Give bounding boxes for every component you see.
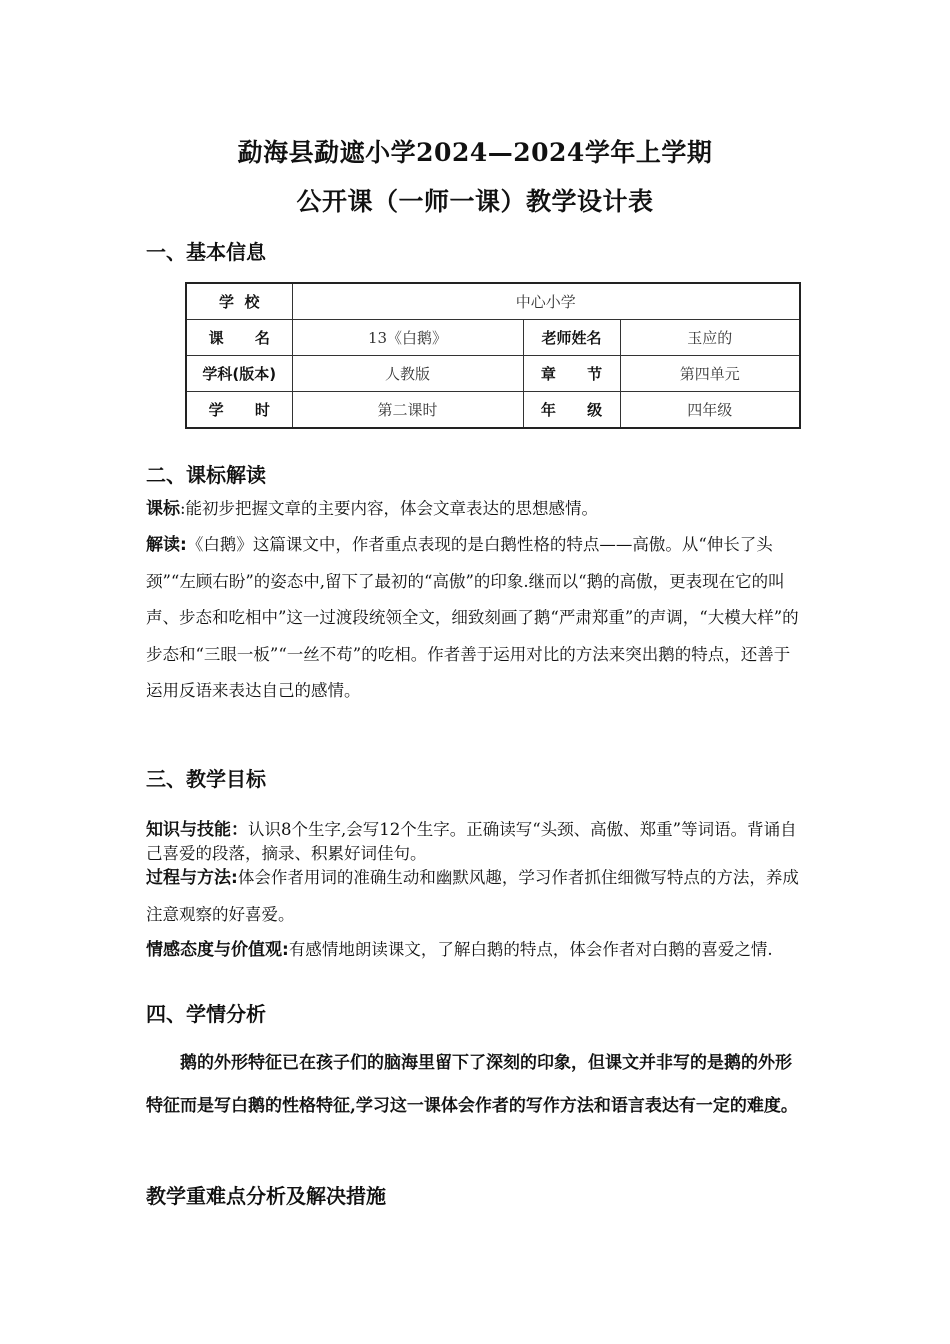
table-row: [186, 391, 800, 428]
section-heading-key-points: 教学重难点分析及解决措施: [146, 1184, 386, 1208]
goal-knowledge-text: 认识8个生字,会写12个生字。正确读写“头颈、高傲、郑重”等词语。背诵自己喜爱的段落，摘录、积累好词佳句。: [146, 820, 797, 863]
goal-knowledge-paragraph: [146, 818, 806, 865]
reading-text: 《白鹅》这篇课文中，作者重点表现的是白鹅性格的特点——高傲。从“伸长了头颈”“左顾右盼”的姿态中,留下了最初的“高傲”的印象.继而以“鹅的高傲，更表现在它的叫声、步态和吃相中”这一过渡段统领全文，细致刻画了鹅“严肃郑重”的声调，“大模大样”的步态和“三眼一板”“一丝不苟”的吃相。作者善于运用对比的方法来突出鹅的特点，还善于运用反语来表达自己的感情。: [146, 535, 799, 700]
section-heading-basic-info: 一、基本信息: [146, 240, 266, 264]
goal-emotion-paragraph: [146, 938, 806, 962]
lesson-label: 课 名: [186, 320, 292, 356]
section-heading-standard: 二、课标解读: [146, 463, 266, 487]
goal-process-paragraph: [146, 860, 806, 933]
school-label: 学 校: [186, 283, 292, 320]
basic-info-table: [185, 282, 801, 429]
document-title-line2: 公开课（一师一课）教学设计表: [296, 187, 654, 216]
table-row: [186, 283, 800, 320]
chapter-label: 章 节: [523, 355, 620, 391]
standard-paragraph: [146, 491, 806, 528]
teacher-value: 玉应的: [620, 320, 800, 356]
analysis-paragraph: 鹅的外形特征已在孩子们的脑海里留下了深刻的印象，但课文并非写的是鹅的外形特征而是写白鹅的性格特征,学习这一课体会作者的写作方法和语言表达有一定的难度。: [146, 1053, 798, 1116]
goal-process-text: 体会作者用词的准确生动和幽默风趣，学习作者抓住细微写特点的方法，养成注意观察的好喜爱。: [146, 868, 799, 924]
standard-label: 课标: [146, 499, 180, 519]
teacher-label: 老师姓名: [523, 320, 620, 356]
period-value: 第二课时: [292, 391, 523, 428]
period-label: 学 时: [186, 391, 292, 428]
reading-label: 解读:: [146, 535, 187, 555]
standard-text: :能初步把握文章的主要内容，体会文章表达的思想感情。: [180, 499, 599, 518]
goal-emotion-text: 有感情地朗读课文，了解白鹅的特点，体会作者对白鹅的喜爱之情.: [288, 940, 773, 959]
section-heading-goals: 三、教学目标: [146, 767, 266, 791]
lesson-value: 13《白鹅》: [292, 320, 523, 356]
grade-value: 四年级: [620, 391, 800, 428]
reading-paragraph: [146, 527, 806, 710]
goal-knowledge-label: 知识与技能：: [146, 820, 248, 840]
document-title-line1: 勐海县勐遮小学2024—2024学年上学期: [237, 138, 713, 167]
chapter-value: 第四单元: [620, 355, 800, 391]
section-heading-analysis: 四、学情分析: [146, 1002, 266, 1026]
school-value: 中心小学: [292, 283, 800, 320]
goal-process-label: 过程与方法:: [146, 868, 238, 888]
grade-label: 年 级: [523, 391, 620, 428]
goal-emotion-label: 情感态度与价值观:: [146, 940, 289, 960]
subject-value: 人教版: [292, 355, 523, 391]
subject-label: 学科(版本): [186, 355, 292, 391]
table-row: [186, 320, 800, 356]
table-row: [186, 355, 800, 391]
